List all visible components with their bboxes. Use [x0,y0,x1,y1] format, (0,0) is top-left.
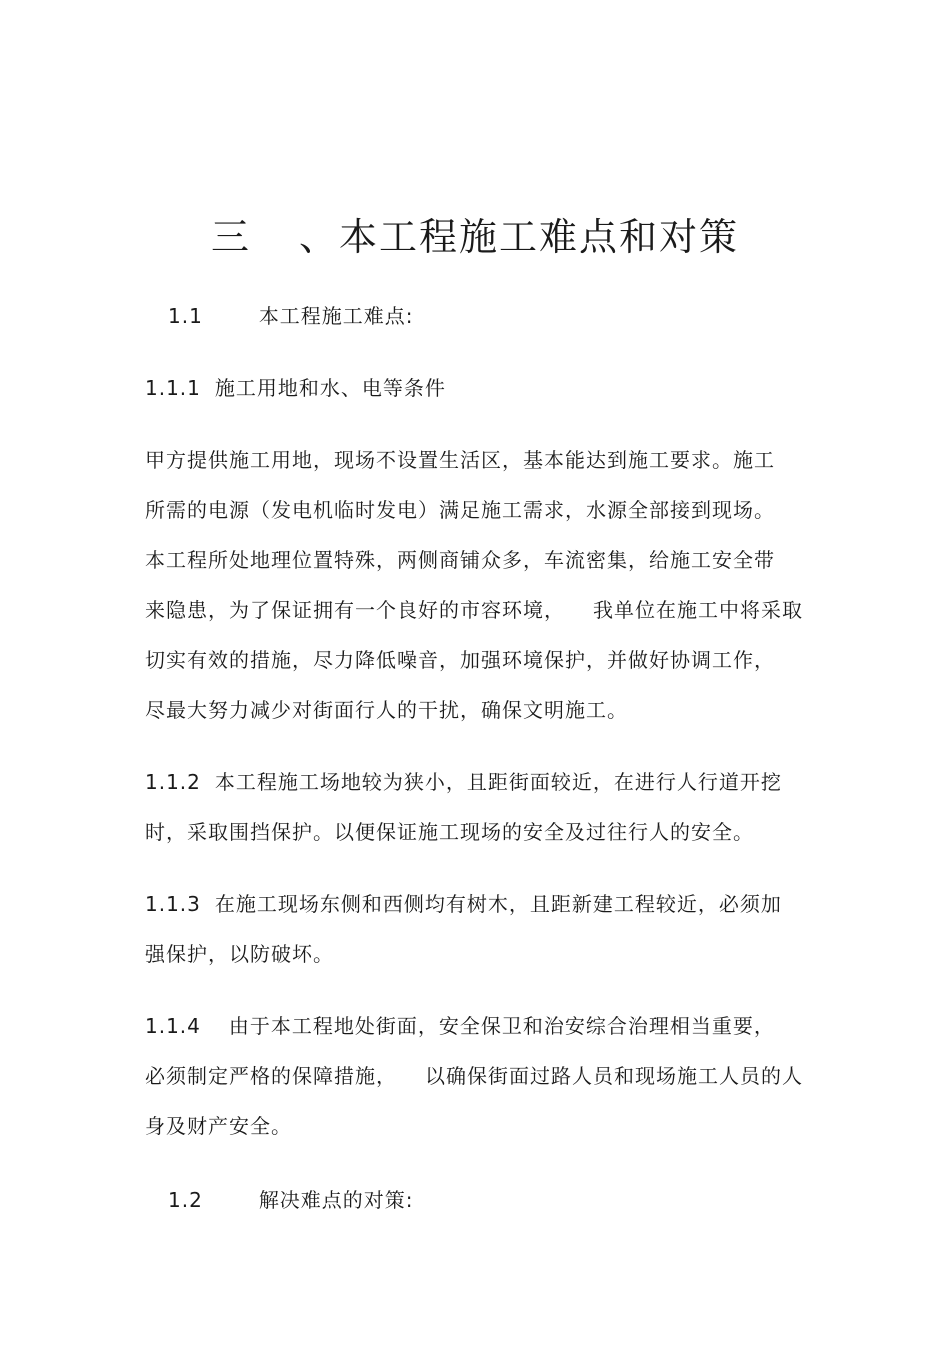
paragraph-segment: 以确保街面过路人员和现场施工人员的人 [425,1064,803,1088]
paragraph-segment: 在施工现场东侧和西侧均有树木，且距新建工程较近，必须加 [214,892,782,916]
paragraph-segment: 来隐患，为了保证拥有一个良好的市容环境， [145,598,565,622]
paragraph-segment: 必须制定严格的保障措施， [145,1064,397,1088]
section-1-1-2-line-1 [145,766,782,795]
page-title [0,206,950,261]
section-1-2-heading [168,1184,414,1213]
paragraph-line: 强保护，以防破坏。 [145,942,334,966]
paragraph-segment: 由于本工程地处街面，安全保卫和治安综合治理相当重要， [228,1014,775,1038]
section-1-1-4-line-1 [145,1010,775,1039]
title-number: 三 [210,215,251,259]
section-1-1-3-line-1 [145,888,782,917]
paragraph-line: 所需的电源（发电机临时发电）满足施工需求，水源全部接到现场。 [145,498,775,522]
paragraph-line: 时，采取围挡保护。以便保证施工现场的安全及过往行人的安全。 [145,820,754,844]
paragraph-line: 尽最大努力减少对街面行人的干扰，确保文明施工。 [145,698,628,722]
section-number: 1.1.1 [145,376,201,400]
section-number: 1.1 [168,304,203,328]
section-number: 1.1.3 [145,892,201,916]
section-number: 1.1.4 [145,1014,201,1038]
section-number: 1.2 [168,1188,203,1212]
section-title: 解决难点的对策: [258,1188,414,1212]
paragraph-segment: 本工程施工场地较为狭小，且距街面较近，在进行人行道开挖 [214,770,782,794]
paragraph-line [145,594,803,623]
title-text: 、本工程施工难点和对策 [299,215,740,259]
section-1-1-heading [168,300,414,329]
paragraph-line: 甲方提供施工用地，现场不设置生活区，基本能达到施工要求。施工 [145,448,775,472]
paragraph-line: 切实有效的措施，尽力降低噪音，加强环境保护，并做好协调工作， [145,648,775,672]
section-title: 本工程施工难点: [258,304,414,328]
section-1-1-1-heading [145,372,446,401]
section-number: 1.1.2 [145,770,201,794]
paragraph-line [145,1060,803,1089]
paragraph-segment: 我单位在施工中将采取 [593,598,803,622]
paragraph-line: 本工程所处地理位置特殊，两侧商铺众多，车流密集，给施工安全带 [145,548,775,572]
paragraph-line: 身及财产安全。 [145,1114,292,1138]
section-title: 施工用地和水、电等条件 [214,376,446,400]
